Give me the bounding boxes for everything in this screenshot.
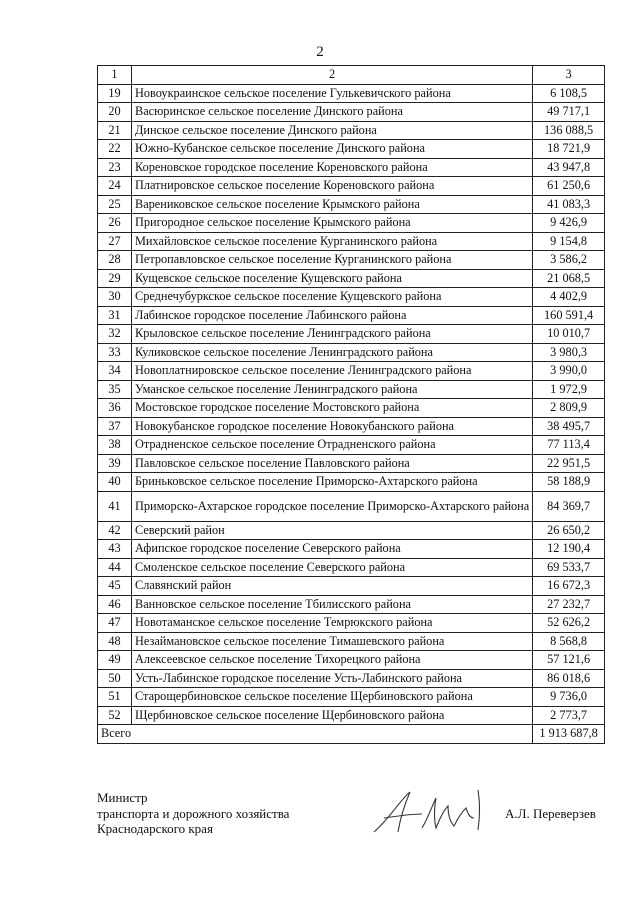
row-value: 41 083,3 bbox=[533, 195, 605, 214]
row-value: 160 591,4 bbox=[533, 306, 605, 325]
row-value: 1 972,9 bbox=[533, 380, 605, 399]
row-name: Мостовское городское поселение Мостовского района bbox=[132, 399, 533, 418]
page-number: 2 bbox=[316, 44, 324, 60]
row-value: 58 188,9 bbox=[533, 473, 605, 492]
total-row bbox=[98, 725, 605, 744]
row-number: 20 bbox=[98, 103, 132, 122]
total-value: 1 913 687,8 bbox=[533, 725, 605, 744]
row-number: 47 bbox=[98, 614, 132, 633]
table-row bbox=[98, 454, 605, 473]
table-row bbox=[98, 614, 605, 633]
row-value: 57 121,6 bbox=[533, 651, 605, 670]
table-row bbox=[98, 706, 605, 725]
table-row bbox=[98, 380, 605, 399]
row-number: 37 bbox=[98, 417, 132, 436]
row-number: 39 bbox=[98, 454, 132, 473]
row-number: 33 bbox=[98, 343, 132, 362]
row-name: Кущевское сельское поселение Кущевского района bbox=[132, 269, 533, 288]
row-number: 49 bbox=[98, 651, 132, 670]
allocation-table bbox=[97, 65, 605, 744]
row-number: 43 bbox=[98, 540, 132, 559]
row-name: Лабинское городское поселение Лабинского района bbox=[132, 306, 533, 325]
row-name: Щербиновское сельское поселение Щербиновского района bbox=[132, 706, 533, 725]
row-value: 16 672,3 bbox=[533, 577, 605, 596]
row-value: 77 113,4 bbox=[533, 436, 605, 455]
row-name: Южно-Кубанское сельское поселение Динского района bbox=[132, 140, 533, 159]
row-name: Новокубанское городское поселение Новокубанского района bbox=[132, 417, 533, 436]
row-name: Старощербиновское сельское поселение Щербиновского района bbox=[132, 688, 533, 707]
row-number: 24 bbox=[98, 177, 132, 196]
row-number: 29 bbox=[98, 269, 132, 288]
row-name: Павловское сельское поселение Павловского района bbox=[132, 454, 533, 473]
table-body bbox=[98, 66, 605, 744]
table-row bbox=[98, 688, 605, 707]
row-name: Северский район bbox=[132, 521, 533, 540]
row-number: 27 bbox=[98, 232, 132, 251]
row-value: 2 773,7 bbox=[533, 706, 605, 725]
table-row bbox=[98, 362, 605, 381]
row-number: 35 bbox=[98, 380, 132, 399]
row-value: 9 736,0 bbox=[533, 688, 605, 707]
table-header-row bbox=[98, 66, 605, 85]
header-col-1: 1 bbox=[98, 66, 132, 85]
table-row bbox=[98, 214, 605, 233]
table-row bbox=[98, 491, 605, 521]
row-number: 34 bbox=[98, 362, 132, 381]
row-value: 12 190,4 bbox=[533, 540, 605, 559]
row-number: 48 bbox=[98, 632, 132, 651]
row-number: 44 bbox=[98, 558, 132, 577]
row-name: Новотаманское сельское поселение Темрюкского района bbox=[132, 614, 533, 633]
table-row bbox=[98, 595, 605, 614]
table-row bbox=[98, 269, 605, 288]
row-value: 26 650,2 bbox=[533, 521, 605, 540]
table-row bbox=[98, 651, 605, 670]
signatory-title-line2: транспорта и дорожного хозяйства bbox=[97, 805, 290, 821]
row-number: 28 bbox=[98, 251, 132, 270]
table-row bbox=[98, 577, 605, 596]
row-name: Петропавловское сельское поселение Курганинского района bbox=[132, 251, 533, 270]
row-number: 40 bbox=[98, 473, 132, 492]
table-row bbox=[98, 288, 605, 307]
row-name: Бриньковское сельское поселение Приморско-Ахтарского района bbox=[132, 473, 533, 492]
row-name: Варениковское сельское поселение Крымского района bbox=[132, 195, 533, 214]
row-name: Куликовское сельское поселение Ленинградского района bbox=[132, 343, 533, 362]
row-name: Смоленское сельское поселение Северского района bbox=[132, 558, 533, 577]
table-row bbox=[98, 558, 605, 577]
table-row bbox=[98, 158, 605, 177]
row-number: 26 bbox=[98, 214, 132, 233]
row-number: 19 bbox=[98, 84, 132, 103]
table-row bbox=[98, 177, 605, 196]
row-name: Славянский район bbox=[132, 577, 533, 596]
row-name: Новоплатнировское сельское поселение Ленинградского района bbox=[132, 362, 533, 381]
table-row bbox=[98, 343, 605, 362]
signatory-title-line1: Министр bbox=[97, 790, 148, 805]
header-col-2: 2 bbox=[132, 66, 533, 85]
table-row bbox=[98, 232, 605, 251]
table-row bbox=[98, 306, 605, 325]
row-number: 50 bbox=[98, 669, 132, 688]
row-number: 52 bbox=[98, 706, 132, 725]
row-name: Незаймановское сельское поселение Тимашевского района bbox=[132, 632, 533, 651]
row-number: 51 bbox=[98, 688, 132, 707]
table-row bbox=[98, 121, 605, 140]
row-number: 31 bbox=[98, 306, 132, 325]
total-label: Всего bbox=[98, 725, 533, 744]
table-row bbox=[98, 669, 605, 688]
table-row bbox=[98, 140, 605, 159]
row-name: Уманское сельское поселение Ленинградского района bbox=[132, 380, 533, 399]
row-value: 9 426,9 bbox=[533, 214, 605, 233]
row-value: 43 947,8 bbox=[533, 158, 605, 177]
row-value: 27 232,7 bbox=[533, 595, 605, 614]
table-row bbox=[98, 195, 605, 214]
row-value: 18 721,9 bbox=[533, 140, 605, 159]
row-value: 38 495,7 bbox=[533, 417, 605, 436]
row-value: 10 010,7 bbox=[533, 325, 605, 344]
table-row bbox=[98, 417, 605, 436]
row-name: Отрадненское сельское поселение Отрадненского района bbox=[132, 436, 533, 455]
row-value: 3 586,2 bbox=[533, 251, 605, 270]
row-value: 49 717,1 bbox=[533, 103, 605, 122]
row-number: 32 bbox=[98, 325, 132, 344]
row-number: 25 bbox=[98, 195, 132, 214]
row-number: 21 bbox=[98, 121, 132, 140]
table-row bbox=[98, 103, 605, 122]
row-value: 52 626,2 bbox=[533, 614, 605, 633]
row-value: 22 951,5 bbox=[533, 454, 605, 473]
row-value: 3 980,3 bbox=[533, 343, 605, 362]
row-value: 6 108,5 bbox=[533, 84, 605, 103]
row-name: Новоукраинское сельское поселение Гулькевичского района bbox=[132, 84, 533, 103]
row-value: 3 990,0 bbox=[533, 362, 605, 381]
row-number: 30 bbox=[98, 288, 132, 307]
row-name: Платнировское сельское поселение Кореновского района bbox=[132, 177, 533, 196]
row-value: 4 402,9 bbox=[533, 288, 605, 307]
signatory-name: А.Л. Переверзев bbox=[505, 806, 596, 821]
row-name: Васюринское сельское поселение Динского района bbox=[132, 103, 533, 122]
row-value: 9 154,8 bbox=[533, 232, 605, 251]
row-value: 136 088,5 bbox=[533, 121, 605, 140]
table-row bbox=[98, 473, 605, 492]
row-number: 38 bbox=[98, 436, 132, 455]
table-row bbox=[98, 436, 605, 455]
header-col-3: 3 bbox=[533, 66, 605, 85]
row-value: 61 250,6 bbox=[533, 177, 605, 196]
table-row bbox=[98, 84, 605, 103]
row-name: Михайловское сельское поселение Курганинского района bbox=[132, 232, 533, 251]
row-name: Кореновское городское поселение Кореновского района bbox=[132, 158, 533, 177]
row-value: 86 018,6 bbox=[533, 669, 605, 688]
row-number: 36 bbox=[98, 399, 132, 418]
row-name: Крыловское сельское поселение Ленинградского района bbox=[132, 325, 533, 344]
row-name: Ванновское сельское поселение Тбилисского района bbox=[132, 595, 533, 614]
row-value: 69 533,7 bbox=[533, 558, 605, 577]
row-name: Алексеевское сельское поселение Тихорецкого района bbox=[132, 651, 533, 670]
table-row bbox=[98, 632, 605, 651]
table-row bbox=[98, 251, 605, 270]
row-value: 84 369,7 bbox=[533, 491, 605, 521]
row-number: 23 bbox=[98, 158, 132, 177]
row-number: 22 bbox=[98, 140, 132, 159]
row-number: 42 bbox=[98, 521, 132, 540]
table-row bbox=[98, 399, 605, 418]
row-name: Среднечубуркское сельское поселение Кущевского района bbox=[132, 288, 533, 307]
signatory-title bbox=[97, 790, 289, 837]
table-row bbox=[98, 540, 605, 559]
row-value: 8 568,8 bbox=[533, 632, 605, 651]
row-number: 41 bbox=[98, 491, 132, 521]
row-value: 2 809,9 bbox=[533, 399, 605, 418]
row-name: Усть-Лабинское городское поселение Усть-Лабинского района bbox=[132, 669, 533, 688]
row-name: Приморско-Ахтарское городское поселение Приморско-Ахтарского района bbox=[132, 491, 533, 521]
handwritten-signature bbox=[370, 788, 500, 838]
row-name: Динское сельское поселение Динского района bbox=[132, 121, 533, 140]
row-number: 46 bbox=[98, 595, 132, 614]
row-value: 21 068,5 bbox=[533, 269, 605, 288]
table-row bbox=[98, 325, 605, 344]
row-number: 45 bbox=[98, 577, 132, 596]
row-name: Пригородное сельское поселение Крымского района bbox=[132, 214, 533, 233]
table-row bbox=[98, 521, 605, 540]
signatory-title-line3: Краснодарского края bbox=[97, 821, 213, 836]
row-name: Афипское городское поселение Северского района bbox=[132, 540, 533, 559]
